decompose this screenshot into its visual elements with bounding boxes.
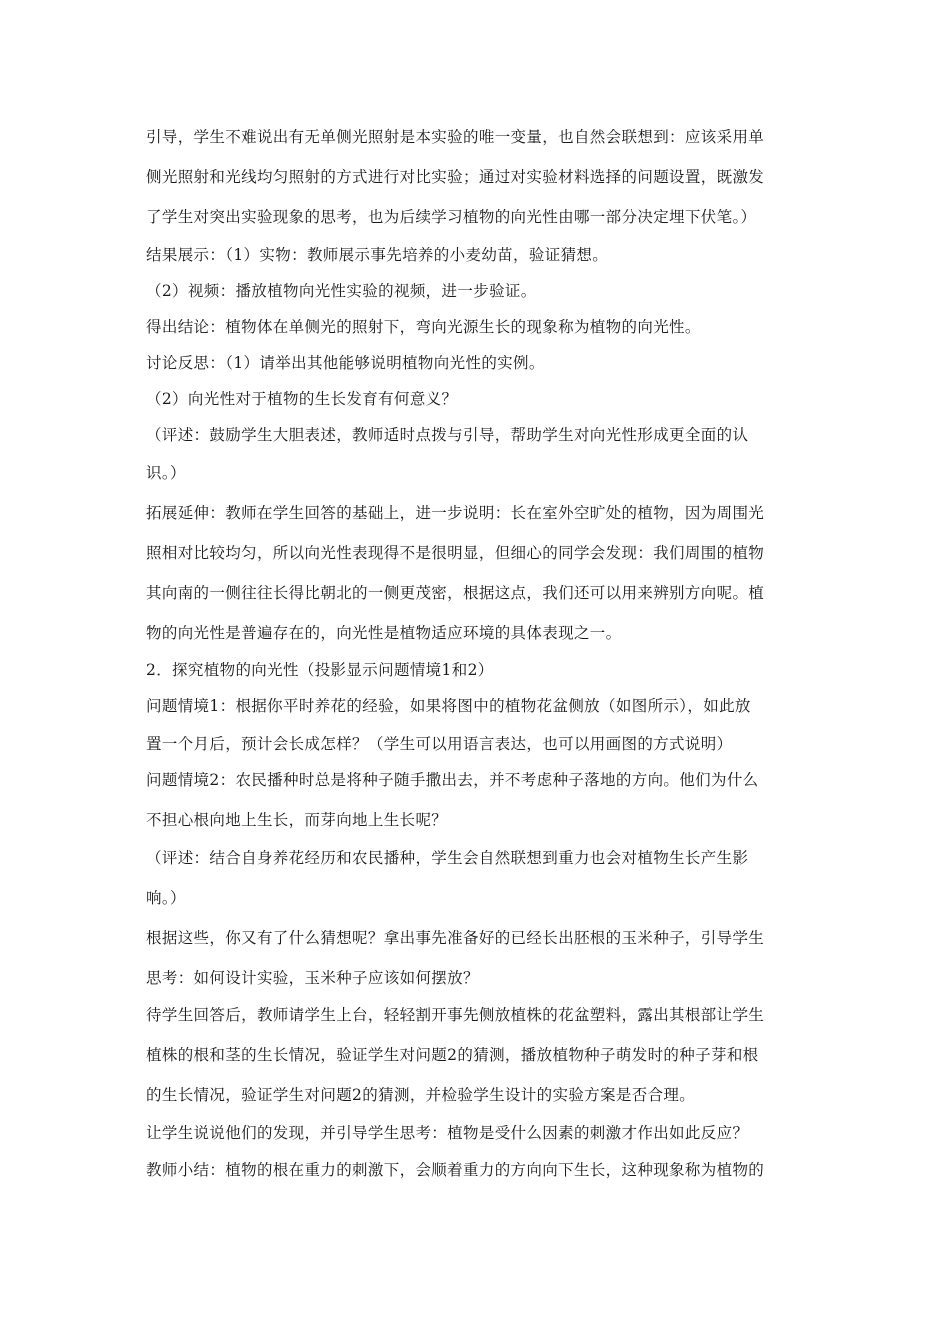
text-line: 根据这些，你又有了什么猜想呢？拿出事先准备好的已经长出胚根的玉米种子，引导学生 — [146, 929, 765, 947]
text-line: 置一个月后，预计会长成怎样？（学生可以用语言表达，也可以用画图的方式说明） — [146, 735, 733, 753]
text-line: 物的向光性是普遍存在的，向光性是植物适应环境的具体表现之一。 — [146, 624, 622, 642]
text-line: 待学生回答后，教师请学生上台，轻轻割开事先侧放植株的花盆塑料，露出其根部让学生 — [146, 1006, 765, 1024]
text-line: 结果展示：（1）实物：教师展示事先培养的小麦幼苗，验证猜想。 — [146, 246, 609, 264]
text-line: 让学生说说他们的发现，并引导学生思考：植物是受什么因素的刺激才作出如此反应？ — [146, 1124, 749, 1142]
text-line: （评述：结合自身养花经历和农民播种，学生会自然联想到重力也会对植物生长产生影 — [146, 849, 749, 867]
text-line: 了学生对突出实验现象的思考，也为后续学习植物的向光性由哪一部分决定埋下伏笔。） — [146, 208, 757, 226]
text-line: （评述：鼓励学生大胆表述，教师适时点拨与引导，帮助学生对向光性形成更全面的认 — [146, 426, 749, 444]
text-line: 其向南的一侧往往长得比朝北的一侧更茂密，根据这点，我们还可以用来辨别方向呢。植 — [146, 584, 765, 602]
text-line: 引导，学生不难说出有无单侧光照射是本实验的唯一变量，也自然会联想到：应该采用单 — [146, 128, 765, 146]
text-line: 不担心根向地上生长，而芽向地上生长呢？ — [146, 811, 448, 829]
text-line: 植株的根和茎的生长情况，验证学生对问题2的猜测，播放植物种子萌发时的种子芽和根 — [146, 1046, 759, 1064]
text-line: 教师小结：植物的根在重力的刺激下，会顺着重力的方向向下生长，这种现象称为植物的 — [146, 1161, 765, 1179]
text-line: 响。） — [146, 889, 186, 907]
text-line: 拓展延伸：教师在学生回答的基础上，进一步说明：长在室外空旷处的植物，因为周围光 — [146, 504, 765, 522]
text-line: 问题情境1：根据你平时养花的经验，如果将图中的植物花盆侧放（如图所示），如此放 — [146, 697, 751, 715]
text-line: 识。） — [146, 464, 186, 482]
text-line: 照相对比较均匀，所以向光性表现得不是很明显，但细心的同学会发现：我们周围的植物 — [146, 544, 765, 562]
text-line: 得出结论：植物体在单侧光的照射下，弯向光源生长的现象称为植物的向光性。 — [146, 318, 701, 336]
text-line: （2）向光性对于植物的生长发育有何意义？ — [146, 390, 458, 408]
text-line: 思考：如何设计实验，玉米种子应该如何摆放？ — [146, 969, 479, 987]
text-line: 问题情境2：农民播种时总是将种子随手撒出去，并不考虑种子落地的方向。他们为什么 — [146, 771, 759, 789]
text-line: （2）视频：播放植物向光性实验的视频，进一步验证。 — [146, 282, 537, 300]
text-line: 讨论反思：（1）请举出其他能够说明植物向光性的实例。 — [146, 354, 545, 372]
text-line: 侧光照射和光线均匀照射的方式进行对比实验；通过对实验材料选择的问题设置，既激发 — [146, 168, 765, 186]
text-line: 2．探究植物的向光性（投影显示问题情境1和2） — [146, 661, 494, 679]
text-line: 的生长情况，验证学生对问题2的猜测，并检验学生设计的实验方案是否合理。 — [146, 1086, 696, 1104]
